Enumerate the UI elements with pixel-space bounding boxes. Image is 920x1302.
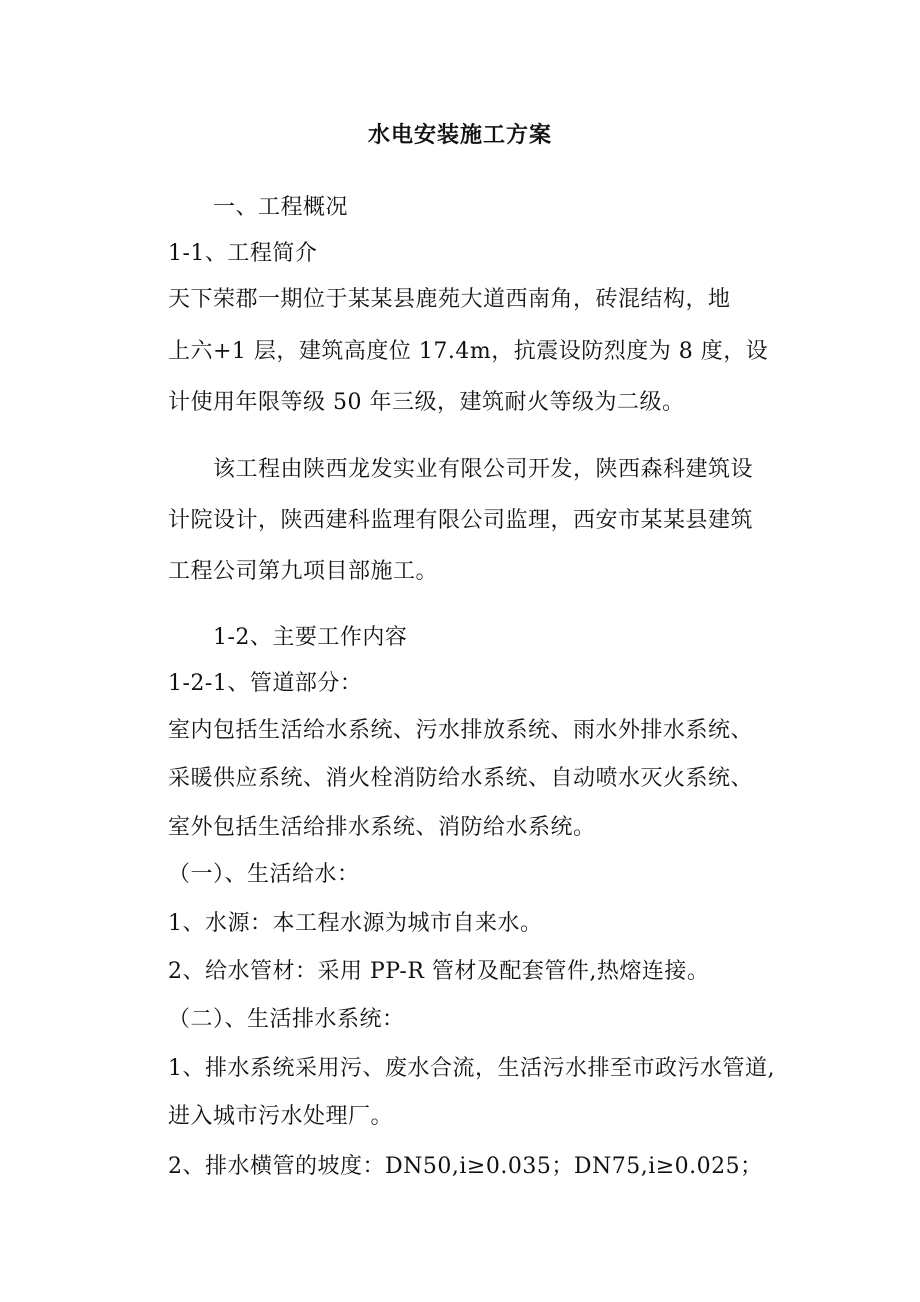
list-item: 进入城市污水处理厂。 [168,1104,394,1129]
paragraph-line: 室内包括生活给水系统、污水排放系统、雨水外排水系统、 [168,718,754,743]
subsection-heading: 1-1、工程简介 [168,241,318,266]
subsection-heading: 1-2-1、管道部分： [168,671,363,696]
paragraph-line: 室外包括生活给排水系统、消防给水系统。 [168,815,596,840]
section-heading: 一、工程概况 [213,195,349,220]
paragraph-line: 上六+1 层，建筑高度位 17.4m，抗震设防烈度为 8 度，设 [168,339,769,364]
list-item: 1、水源：本工程水源为城市自来水。 [168,911,543,936]
list-item: 1、排水系统采用污、废水合流，生活污水排至市政污水管道, [168,1056,775,1081]
document-title: 水电安装施工方案 [367,123,552,148]
subsection-heading: 1-2、主要工作内容 [213,625,408,650]
paragraph-line: 采暖供应系统、消火栓消防给水系统、自动喷水灭火系统、 [168,766,754,791]
paragraph-line: 计使用年限等级 50 年三级，建筑耐火等级为二级。 [168,390,685,415]
paragraph-line: 天下荣郡一期位于某某县鹿苑大道西南角，砖混结构，地 [168,287,731,312]
paragraph-line: 计院设计，陕西建科监理有限公司监理，西安市某某县建筑 [168,508,754,533]
list-heading: （一）、生活给水： [168,862,360,887]
paragraph-line: 工程公司第九项目部施工。 [168,559,439,584]
list-heading: （二）、生活排水系统： [168,1007,405,1032]
paragraph-line: 该工程由陕西龙发实业有限公司开发，陕西森科建筑设 [213,457,754,482]
list-item: 2、排水横管的坡度：DN50,i≥0.035；DN75,i≥0.025； [168,1154,763,1179]
list-item: 2、给水管材：采用 PP-R 管材及配套管件,热熔连接。 [168,959,710,984]
